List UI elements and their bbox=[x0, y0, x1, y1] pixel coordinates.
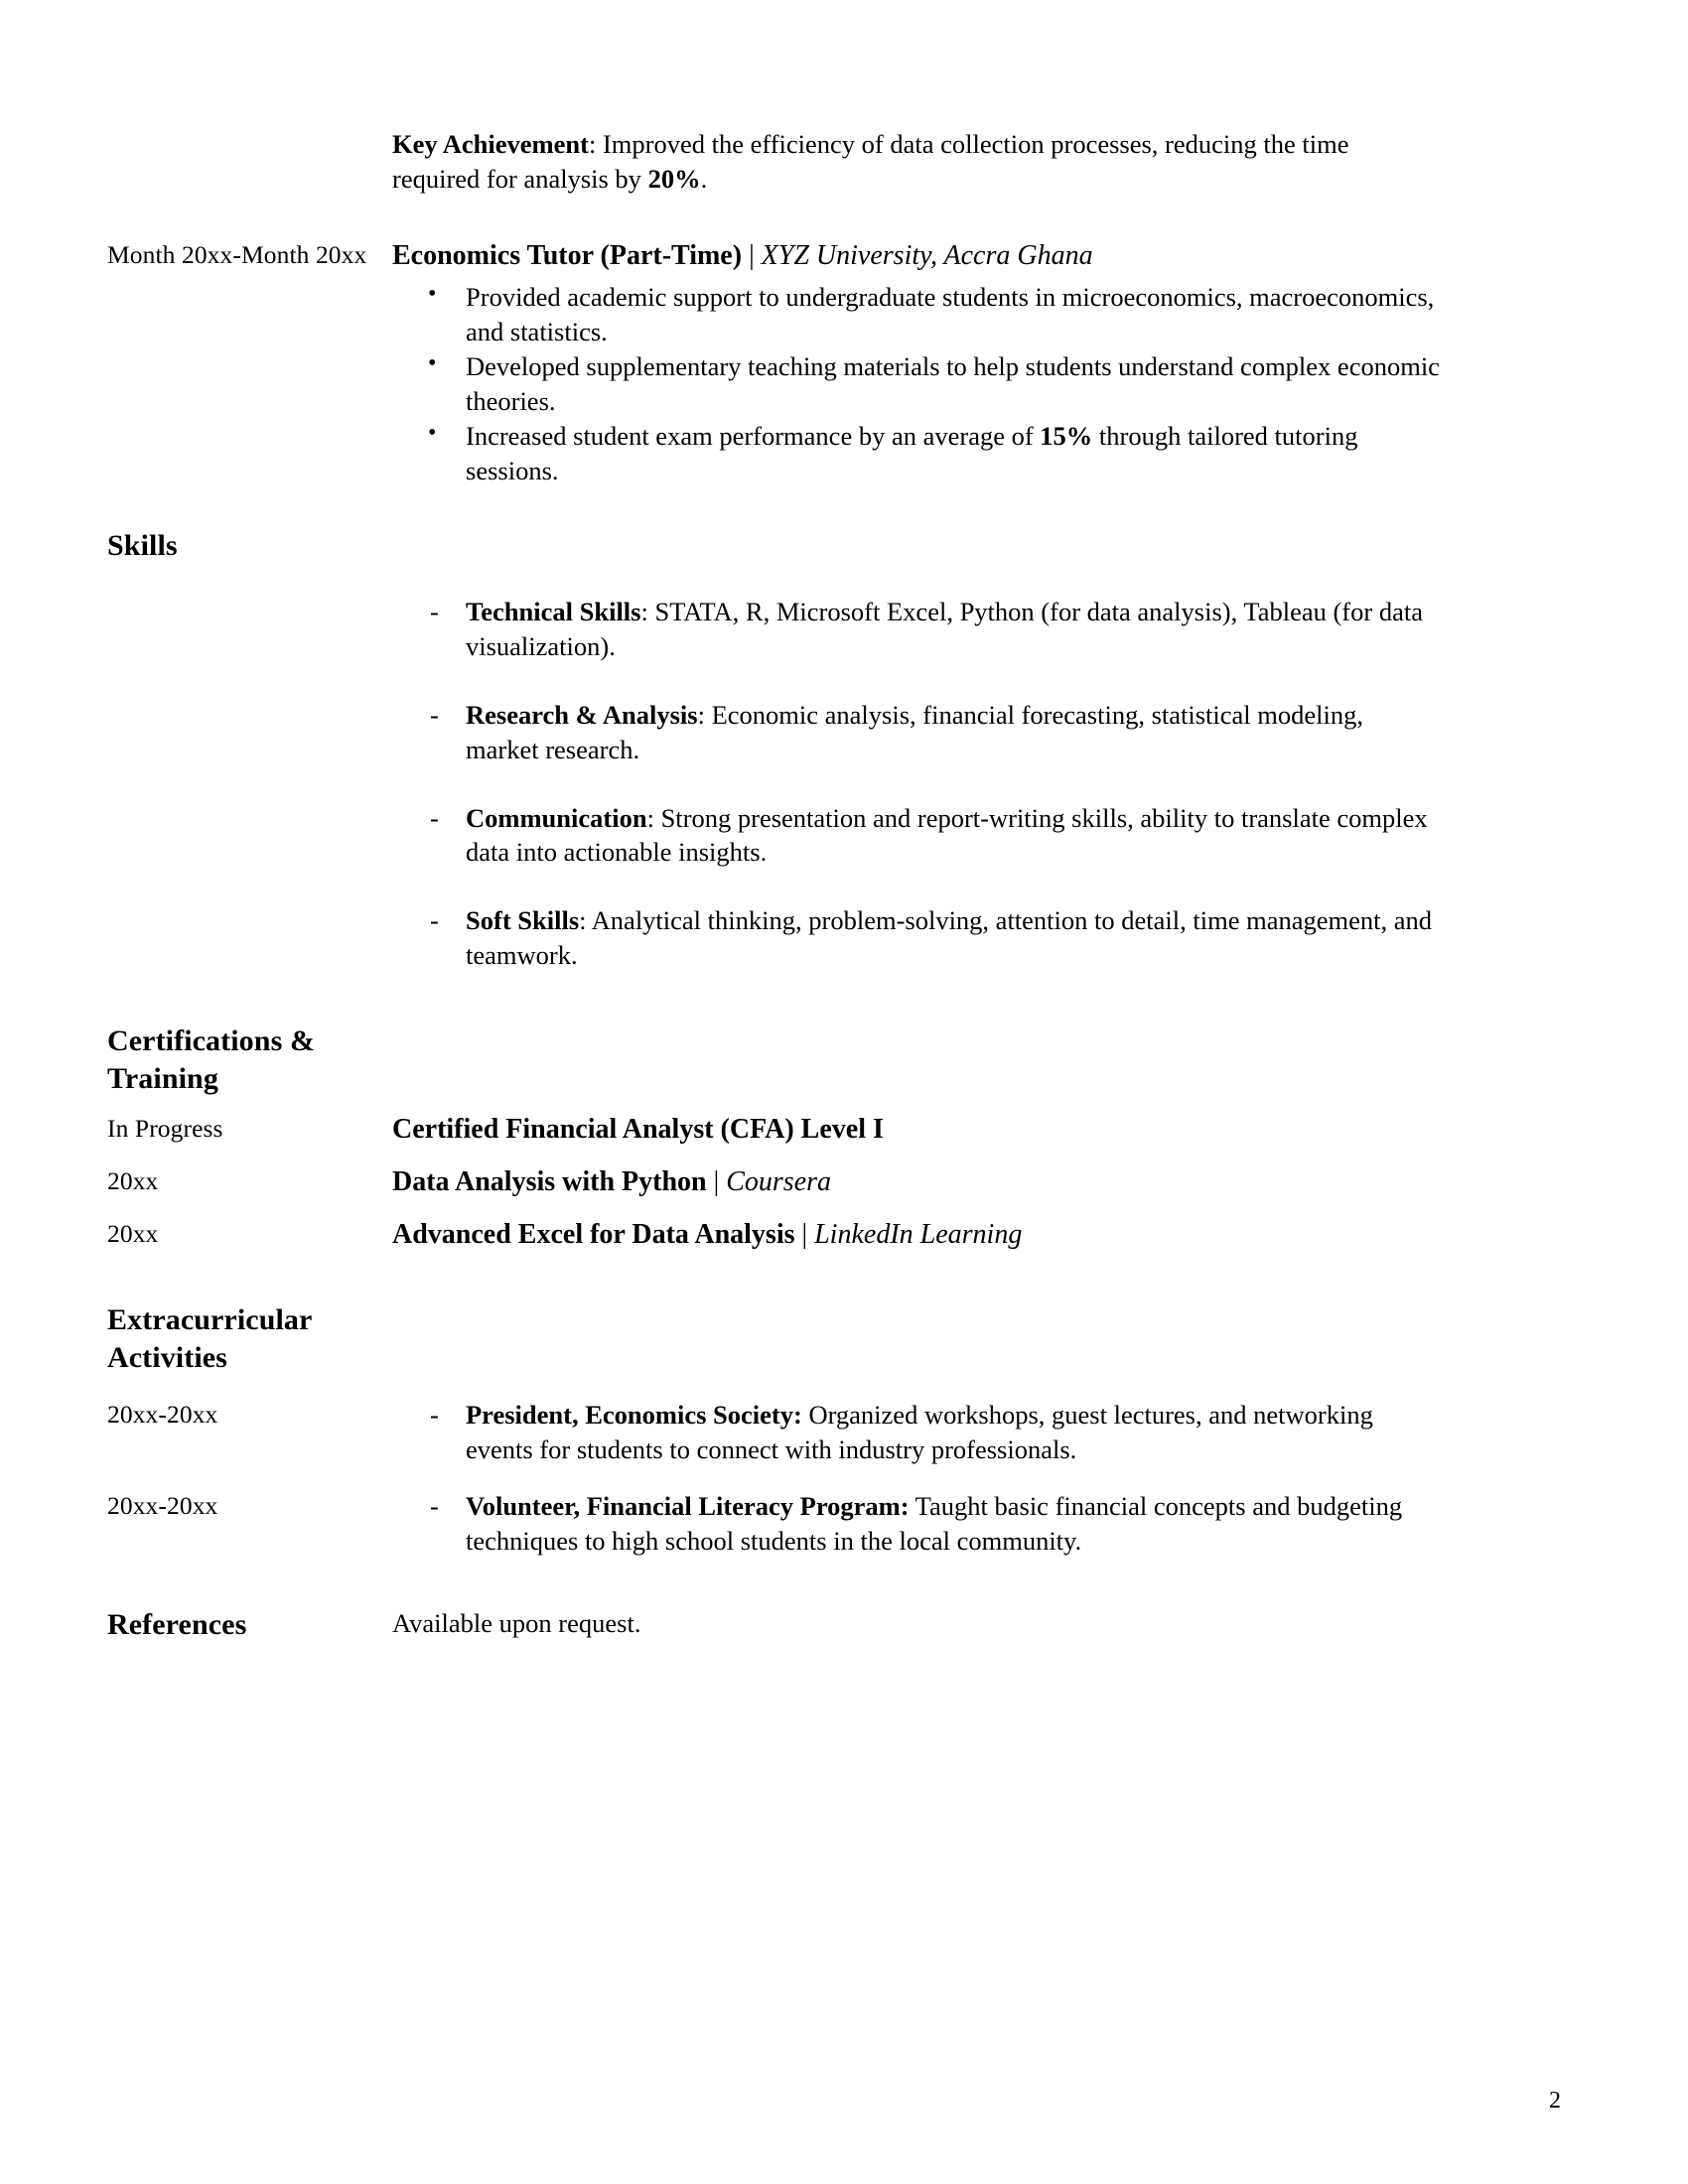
experience-body bbox=[392, 238, 1688, 487]
key-achievement-label: Key Achievement bbox=[392, 129, 589, 159]
page-number: 2 bbox=[1549, 2088, 1561, 2114]
skill-text: : Economic analysis, financial forecasting, statistical modeling, market research. bbox=[466, 699, 1364, 764]
certification-body bbox=[392, 1164, 1688, 1200]
references-heading-cell bbox=[0, 1606, 392, 1644]
references-text: Available upon request. bbox=[392, 1607, 641, 1638]
list-item: • Provided academic support to undergraduate students in microeconomics, macroeconomics, and statistics. bbox=[392, 280, 1440, 349]
certification-title: Data Analysis with Python bbox=[392, 1165, 707, 1197]
key-achievement-row bbox=[0, 127, 1688, 197]
certification-provider: LinkedIn Learning bbox=[814, 1219, 1023, 1251]
section-heading-certifications bbox=[107, 1023, 382, 1098]
extracurricular-text: Organized workshops, guest lectures, and networking events for students to connect with industry professionals. bbox=[466, 1400, 1373, 1465]
skill-text: : Strong presentation and report-writing skills, ability to translate complex data into actionable insights. bbox=[466, 802, 1428, 868]
bullet-bold-value: 15% bbox=[1040, 420, 1093, 451]
skills-body bbox=[392, 595, 1688, 973]
extracurricular-heading-line2: Activities bbox=[107, 1340, 227, 1374]
bullet-pre-text: Increased student exam performance by an average of bbox=[466, 420, 1041, 451]
experience-date: Month 20xx-Month 20xx bbox=[107, 239, 367, 269]
list-item bbox=[392, 1398, 1440, 1467]
certifications-heading-cell bbox=[0, 1023, 392, 1098]
key-achievement-paragraph bbox=[392, 127, 1440, 197]
list-item bbox=[392, 698, 1440, 767]
list-item bbox=[392, 1489, 1440, 1559]
extracurricular-date: 20xx-20xx bbox=[107, 1490, 218, 1520]
bullet-post-text: through tailored tutoring sessions. bbox=[466, 420, 1358, 485]
certification-title: Advanced Excel for Data Analysis bbox=[392, 1219, 795, 1251]
list-item: • Developed supplementary teaching materials to help students understand complex economic theories. bbox=[392, 349, 1440, 419]
certification-date: In Progress bbox=[107, 1113, 223, 1143]
certification-date-cell bbox=[0, 1164, 392, 1197]
experience-entry-row bbox=[0, 238, 1688, 487]
list-item bbox=[392, 903, 1440, 973]
extracurricular-date-cell bbox=[0, 1489, 392, 1522]
extracurricular-list bbox=[392, 1398, 1440, 1467]
extracurricular-date-cell bbox=[0, 1398, 392, 1431]
certification-date-cell bbox=[0, 1217, 392, 1250]
list-item bbox=[392, 595, 1440, 664]
extracurricular-text: Taught basic financial concepts and budgeting techniques to high school students in the local community. bbox=[466, 1490, 1403, 1556]
extracurricular-heading-row bbox=[0, 1301, 1688, 1377]
section-heading-extracurricular bbox=[107, 1301, 382, 1377]
extracurricular-body bbox=[392, 1398, 1688, 1467]
extracurricular-heading-cell bbox=[0, 1301, 392, 1377]
experience-bullet-list bbox=[392, 280, 1440, 487]
certification-date: 20xx bbox=[107, 1165, 159, 1195]
list-item bbox=[392, 419, 1440, 488]
certification-date-cell bbox=[0, 1112, 392, 1145]
key-achievement-text: : Improved the efficiency of data collection processes, reducing the time required for analysis by bbox=[392, 129, 1349, 194]
key-achievement-tail: . bbox=[700, 163, 708, 194]
skills-list-row bbox=[0, 595, 1688, 973]
skill-label: Technical Skills bbox=[466, 597, 641, 627]
extracurricular-label: Volunteer, Financial Literacy Program: bbox=[466, 1490, 910, 1521]
key-achievement-body bbox=[392, 127, 1688, 197]
references-body bbox=[392, 1606, 1688, 1641]
skill-label: Soft Skills bbox=[466, 905, 580, 936]
skill-text: : Analytical thinking, problem-solving, attention to detail, time management, and teamwork. bbox=[466, 905, 1432, 971]
certifications-heading-line1: Certifications & bbox=[107, 1024, 316, 1057]
section-heading-references: References bbox=[107, 1607, 247, 1641]
extracurricular-heading-line1: Extracurricular bbox=[107, 1302, 313, 1336]
certifications-heading-line2: Training bbox=[107, 1061, 218, 1095]
certification-separator: | bbox=[706, 1165, 727, 1197]
extracurricular-body bbox=[392, 1489, 1688, 1559]
extracurricular-label: President, Economics Society: bbox=[466, 1400, 802, 1431]
extracurricular-entry-row bbox=[0, 1489, 1688, 1559]
certification-entry-row bbox=[0, 1217, 1688, 1253]
skill-label: Research & Analysis bbox=[466, 699, 698, 730]
skills-heading-row bbox=[0, 527, 1688, 565]
certification-entry-row bbox=[0, 1164, 1688, 1200]
references-row bbox=[0, 1606, 1688, 1644]
skills-heading-cell bbox=[0, 527, 392, 565]
certification-title-line bbox=[392, 1164, 1440, 1200]
certification-body bbox=[392, 1112, 1688, 1148]
section-heading-skills: Skills bbox=[107, 529, 178, 563]
certification-body bbox=[392, 1217, 1688, 1253]
experience-date-cell bbox=[0, 238, 392, 271]
certification-provider: Coursera bbox=[726, 1165, 832, 1197]
certifications-heading-row bbox=[0, 1023, 1688, 1098]
certification-entry-row bbox=[0, 1112, 1688, 1148]
certification-separator: | bbox=[794, 1219, 815, 1251]
extracurricular-date: 20xx-20xx bbox=[107, 1400, 218, 1430]
experience-title-line bbox=[392, 238, 1440, 274]
extracurricular-entry-row bbox=[0, 1398, 1688, 1467]
experience-organization: XYZ University, Accra Ghana bbox=[761, 239, 1093, 271]
experience-job-title: Economics Tutor (Part-Time) bbox=[392, 239, 743, 271]
skill-text: : STATA, R, Microsoft Excel, Python (for data analysis), Tableau (for data visualization). bbox=[466, 597, 1423, 662]
certification-title-line bbox=[392, 1217, 1440, 1253]
experience-separator: | bbox=[742, 239, 762, 271]
skills-list bbox=[392, 595, 1440, 973]
certification-date: 20xx bbox=[107, 1219, 159, 1249]
list-item bbox=[392, 801, 1440, 871]
skill-label: Communication bbox=[466, 802, 647, 833]
key-achievement-value: 20% bbox=[647, 163, 701, 194]
certification-title: Certified Financial Analyst (CFA) Level I bbox=[392, 1113, 884, 1145]
certification-title-line bbox=[392, 1112, 1440, 1148]
extracurricular-list bbox=[392, 1489, 1440, 1559]
